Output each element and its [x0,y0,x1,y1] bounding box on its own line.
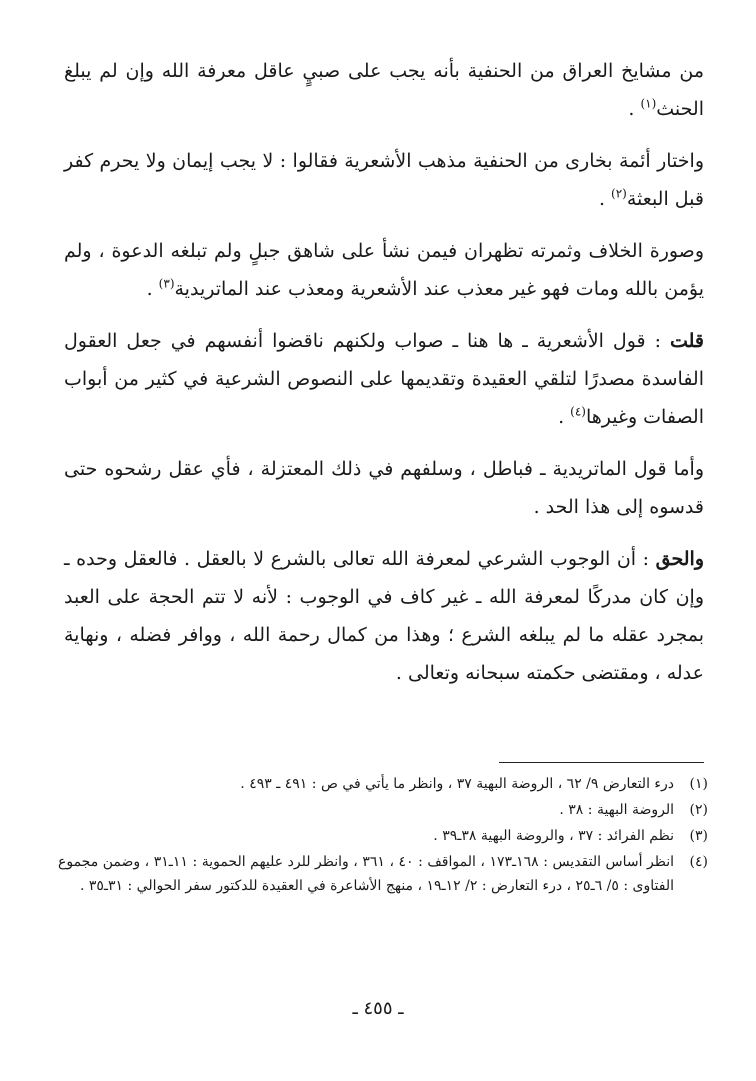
footnote-number: (٢) [689,802,708,818]
paragraph-text: وصورة الخلاف وثمرته تظهران فيمن نشأ على شاهق جبلٍ ولم تبلغه الدعوة ، ولم يؤمن بالله ومات فهو غير معذب عند الأشعرية ومعذب عند الماتريدية [64,240,704,300]
paragraph-6 [64,540,704,692]
footnote-ref-3[interactable]: (٣) [158,276,175,291]
footnote-ref-2[interactable]: (٢) [611,186,627,201]
footnote-text: الروضة البهية : ٣٨ . [559,802,674,818]
paragraph-lead-qultu: قلت [669,330,704,352]
footnote-1 [58,772,708,796]
paragraph-text: واختار أئمة بخارى من الحنفية مذهب الأشعرية فقالوا : لا يجب إيمان ولا يحرم كفر قبل البعثة [64,150,704,210]
paragraph-text: وأما قول الماتريدية ـ فباطل ، وسلفهم في ذلك المعتزلة ، فأي عقل رشحوه حتى قدسوه إلى هذا الحد . [64,458,704,518]
footnote-number: (٤) [689,854,708,870]
paragraph-lead-alhaqq: والحق [655,548,704,570]
paragraph-end: . [628,98,641,120]
footnote-number: (٣) [689,828,708,844]
footnote-3 [58,824,708,848]
paragraph-2 [64,142,704,218]
paragraph-1 [64,52,704,128]
footnote-ref-4[interactable]: (٤) [570,404,586,419]
footnote-ref-1[interactable]: (١) [640,96,657,111]
paragraph-text: : قول الأشعرية ـ ها هنا ـ صواب ولكنهم ناقضوا أنفسهم في جعل العقول الفاسدة مصدرًا لتلقي العقيدة وتقديمها على النصوص الشرعية في كثير من أبواب الصفات وغيرها [64,330,704,428]
footnotes [58,772,708,900]
footnote-separator [499,762,704,763]
footnote-number: (١) [689,776,708,792]
footnote-text: انظر أساس التقديس : ١٦٨ـ١٧٣ ، المواقف : ٤٠ ، ٣٦١ ، وانظر للرد عليهم الحموية : ١١ـ٣١ ، وضمن مجموع الفتاوى : ٥/ ٦ـ٢٥ ، درء التعارض : ٢/ ١٢ـ١٩ ، منهج الأشاعرة في العقيدة للدكتور سفر الحوالي : ٣١ـ٣٥ . [58,854,675,894]
footnote-4 [58,850,708,898]
footnote-text: نظم الفرائد : ٣٧ ، والروضة البهية ٣٨ـ٣٩ . [433,828,674,844]
paragraph-3 [64,232,704,308]
paragraph-end: . [598,188,612,210]
paragraph-end: . [146,278,159,300]
page-number: ـ ٤٥٥ ـ [352,998,404,1019]
paragraph-5 [64,450,704,526]
paragraph-text: من مشايخ العراق من الحنفية بأنه يجب على صبيٍ عاقل معرفة الله وإن لم يبلغ الحنث [64,60,704,120]
footnote-text: درء التعارض ٩/ ٦٢ ، الروضة البهية ٣٧ ، وانظر ما يأتي في ص : ٤٩١ ـ ٤٩٣ . [240,776,674,792]
paragraph-end: . [558,406,571,428]
paragraph-text: : أن الوجوب الشرعي لمعرفة الله تعالى بالشرع لا بالعقل . فالعقل وحده ـ وإن كان مدركًا لمعرفة الله ـ غير كاف في الوجوب : لأنه لا تتم الحجة على العبد بمجرد عقله ما لم يبلغه الشرع ؛ وهذا من كمال رحمة الله ، ووافر فضله ، ونهاية عدله ، ومقتضى حكمته سبحانه وتعالى . [64,548,704,684]
paragraph-4 [64,322,704,436]
main-text [64,52,704,706]
footnote-2 [58,798,708,822]
